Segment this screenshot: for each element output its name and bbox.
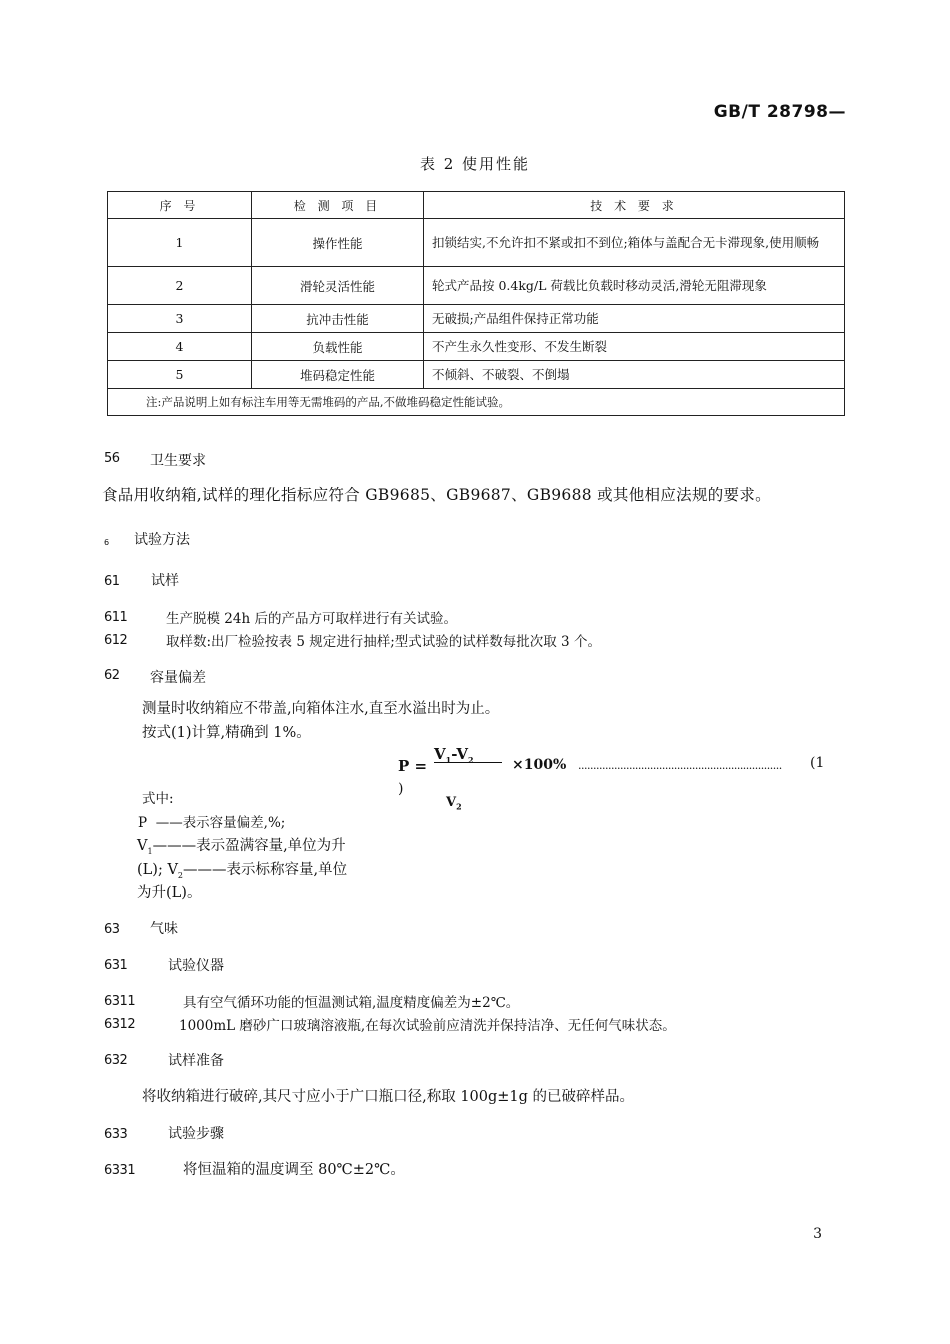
- row-no: 3: [108, 305, 252, 333]
- definition-v2-end: 为升(L)。: [137, 885, 202, 901]
- row-item: 操作性能: [252, 219, 424, 267]
- section-title: 试验方法: [134, 532, 190, 548]
- paragraph: 将收纳箱进行破碎,其尺寸应小于广口瓶口径,称取 100g±1g 的已破碎样品。: [142, 1089, 635, 1105]
- document-code: GB/T 28798—: [713, 102, 846, 122]
- paragraph: 食品用收纳箱,试样的理化指标应符合 GB9685、GB9687、GB9688 或其他相应法规的要求。: [102, 486, 771, 504]
- paragraph: 生产脱模 24h 后的产品方可取样进行有关试验。: [166, 611, 457, 627]
- section-title: 气味: [150, 921, 178, 937]
- section-number: 56: [104, 451, 120, 466]
- where-label: 式中:: [142, 791, 174, 807]
- section-number: 6: [104, 538, 109, 547]
- row-no: 4: [108, 333, 252, 361]
- table-row: [108, 267, 845, 305]
- section-title: 试样准备: [168, 1053, 224, 1069]
- table-row: [108, 305, 845, 333]
- fraction-bar: [434, 762, 502, 763]
- table-row: [108, 219, 845, 267]
- row-requirement: 轮式产品按 0.4kg/L 荷载比负载时移动灵活,滑轮无阻滞现象: [424, 267, 845, 305]
- paragraph: 取样数:出厂检验按表 5 规定进行抽样;型式试验的试样数每批次取 3 个。: [166, 634, 601, 650]
- section-number: 6312: [104, 1017, 136, 1032]
- row-item: 负载性能: [252, 333, 424, 361]
- paragraph: 1000mL 磨砂广口玻璃溶液瓶,在每次试验前应清洗并保持洁净、无任何气味状态。: [179, 1018, 676, 1034]
- row-item: 滑轮灵活性能: [252, 267, 424, 305]
- section-number: 6311: [104, 994, 136, 1009]
- table-note: 注:产品说明上如有标注车用等无需堆码的产品,不做堆码稳定性能试验。: [108, 389, 845, 416]
- section-number: 62: [104, 668, 120, 683]
- row-no: 2: [108, 267, 252, 305]
- formula-denominator: $V_2$: [446, 795, 462, 812]
- section-number: 63: [104, 922, 120, 937]
- paragraph: 具有空气循环功能的恒温测试箱,温度精度偏差为±2℃。: [183, 995, 520, 1011]
- table-header-row: [108, 192, 845, 219]
- section-title: 试验步骤: [168, 1126, 224, 1142]
- section-title: 试样: [151, 573, 179, 589]
- table-row: [108, 333, 845, 361]
- section-title: 卫生要求: [150, 453, 206, 469]
- section-number: 61: [104, 574, 120, 589]
- section-number: 612: [104, 633, 128, 648]
- formula-numerator: $V_1-V_2$: [434, 745, 474, 765]
- section-number: 611: [104, 610, 128, 625]
- table-note-row: [108, 389, 845, 416]
- paragraph: 测量时收纳箱应不带盖,向箱体注水,直至水溢出时为止。: [142, 701, 500, 717]
- formula: P = $V_1-V_2$ ×100% .................................................................... (1 ) $V_2$: [398, 745, 825, 812]
- section-number: 6331: [104, 1163, 136, 1178]
- row-item: 堆码稳定性能: [252, 361, 424, 389]
- row-item: 抗冲击性能: [252, 305, 424, 333]
- row-no: 5: [108, 361, 252, 389]
- row-no: 1: [108, 219, 252, 267]
- row-requirement: 不倾斜、不破裂、不倒塌: [424, 361, 845, 389]
- header-requirement: 技 术 要 求: [424, 192, 845, 219]
- section-title: 容量偏差: [150, 670, 206, 686]
- definition-v2: (L); $V_2———$表示标称容量,单位: [137, 862, 348, 880]
- row-requirement: 不产生永久性变形、不发生断裂: [424, 333, 845, 361]
- table-title: 表 2 使用性能: [419, 155, 531, 173]
- paragraph: 按式(1)计算,精确到 1%。: [142, 725, 311, 741]
- section-number: 633: [104, 1127, 128, 1142]
- header-item: 检 测 项 目: [252, 192, 424, 219]
- definition-v1: $V_1———$表示盈满容量,单位为升: [137, 838, 346, 856]
- row-requirement: 无破损;产品组件保持正常功能: [424, 305, 845, 333]
- section-title: 试验仪器: [168, 958, 224, 974]
- row-requirement: 扣锁结实,不允许扣不紧或扣不到位;箱体与盖配合无卡滞现象,使用顺畅: [424, 219, 845, 267]
- section-number: 631: [104, 958, 128, 973]
- performance-table: [107, 191, 845, 416]
- page-number: 3: [813, 1226, 822, 1242]
- table-row: [108, 361, 845, 389]
- header-no: 序 号: [108, 192, 252, 219]
- paragraph: 将恒温箱的温度调至 80℃±2℃。: [183, 1162, 405, 1178]
- section-number: 632: [104, 1053, 128, 1068]
- definition-p: P ——表示容量偏差,%;: [138, 815, 286, 831]
